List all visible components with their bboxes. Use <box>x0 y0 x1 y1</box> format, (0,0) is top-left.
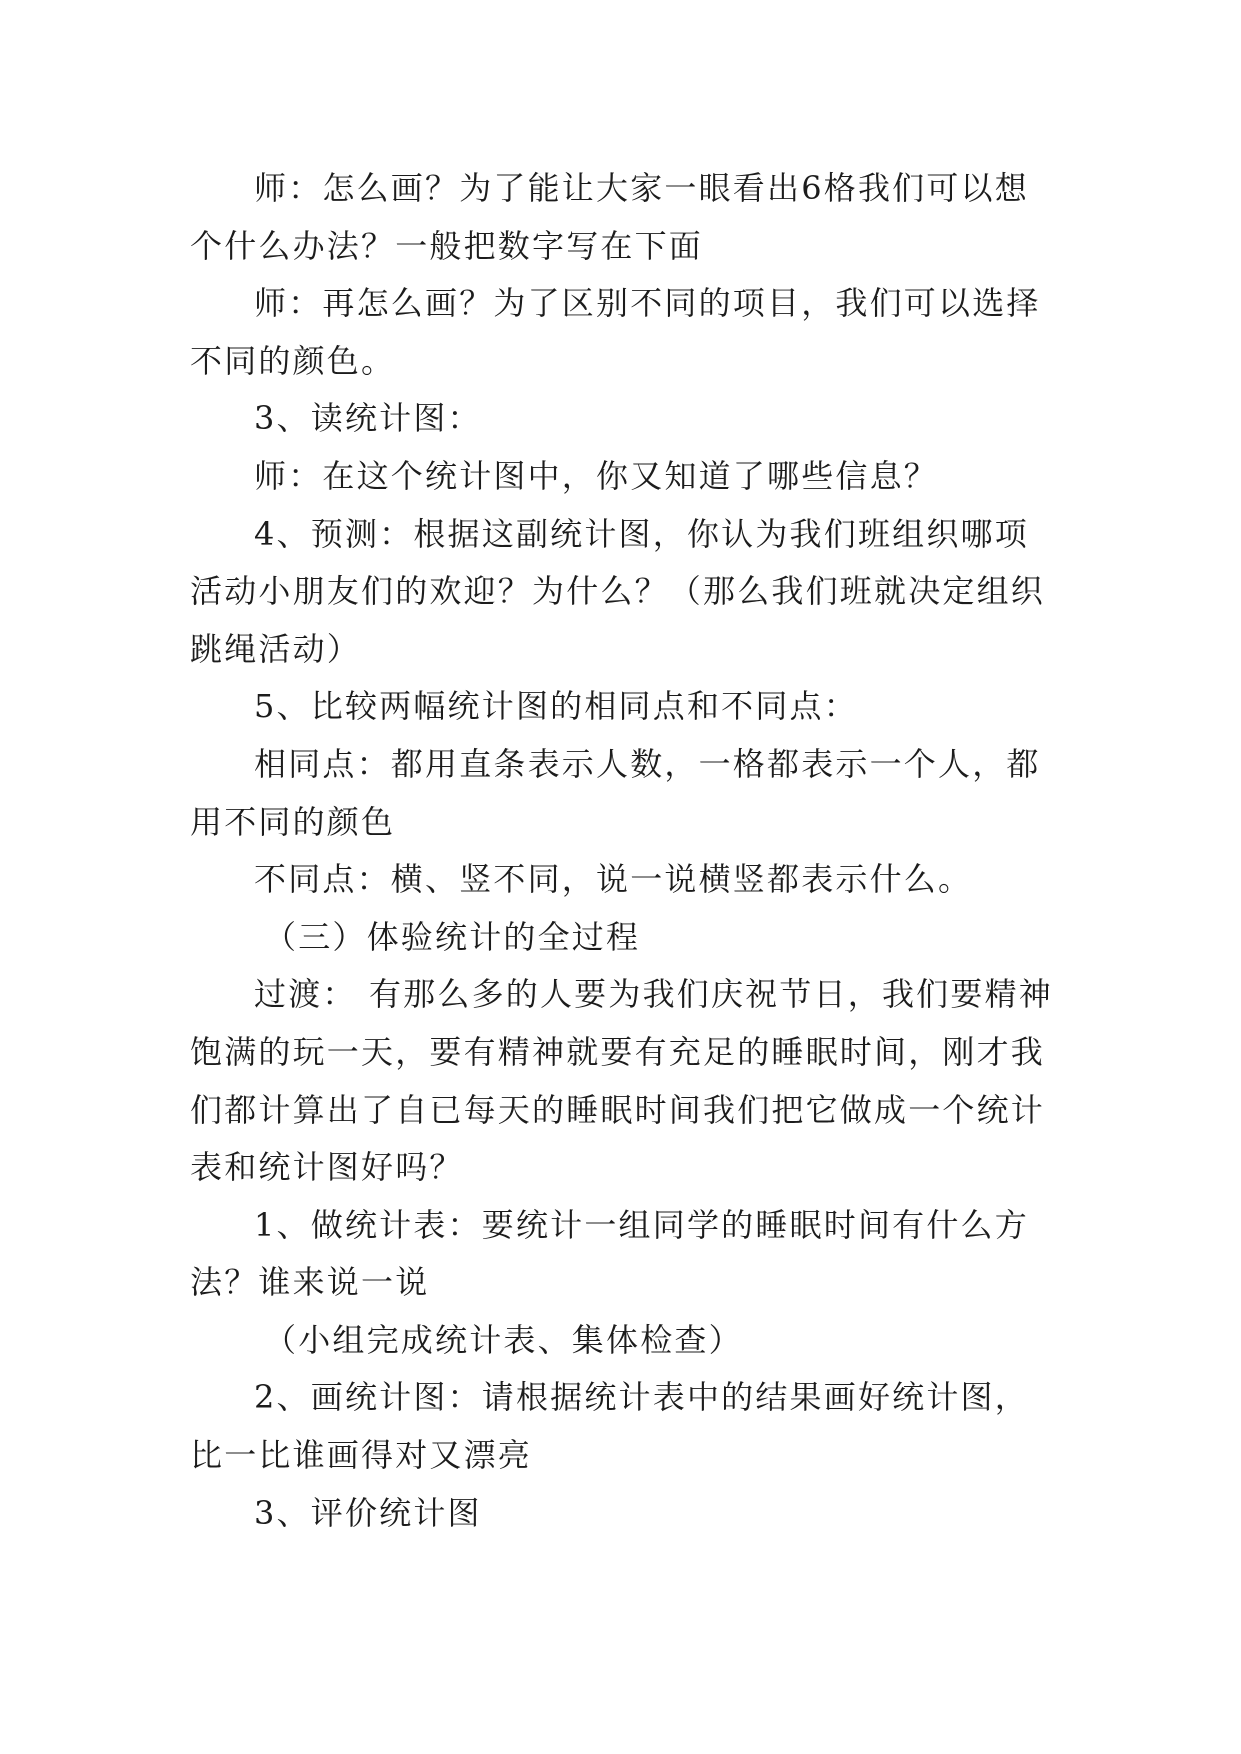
paragraph-differences: 不同点：横、竖不同，说一说横竖都表示什么。 <box>254 860 973 899</box>
paragraph-teacher-info: 师：在这个统计图中，你又知道了哪些信息？ <box>254 456 939 495</box>
paragraph-teacher-colors: 师：再怎么画？为了区别不同的项目，我们可以选择不同的颜色。 <box>190 284 1041 380</box>
paragraph-similarities: 相同点：都用直条表示人数，一格都表示一个人，都用不同的颜色 <box>190 744 1041 841</box>
paragraph-group-task: （小组完成统计表、集体检查） <box>264 1320 743 1359</box>
paragraph-teacher-how-to-draw: 师：怎么画？为了能让大家一眼看出6格我们可以想个什么办法？一般把数字写在下面 <box>190 169 1029 265</box>
paragraph-step-read-chart: 3、读统计图： <box>254 399 482 438</box>
paragraph-step-make-table: 1、做统计表：要统计一组同学的睡眠时间有什么方法？谁来说一说 <box>190 1205 1029 1302</box>
section-heading-statistics-process: （三）体验统计的全过程 <box>264 917 641 956</box>
paragraph-step-compare: 5、比较两幅统计图的相同点和不同点： <box>254 687 858 726</box>
paragraph-step-predict: 4、预测：根据这副统计图，你认为我们班组织哪项活动小朋友们的欢迎？为什么？（那么我们班就决定组织跳绳活动） <box>190 514 1046 668</box>
paragraph-step-evaluate: 3、评价统计图 <box>254 1493 482 1532</box>
paragraph-step-draw-chart: 2、画统计图：请根据统计表中的结果画好统计图，比一比谁画得对又漂亮 <box>190 1378 1029 1475</box>
document-body <box>190 160 1060 1542</box>
paragraph-transition: 过渡： 有那么多的人要为我们庆祝节日，我们要精神饱满的玩一天，要有精神就要有充足的睡眠时间，刚才我们都计算出了自已每天的睡眠时间我们把它做成一个统计表和统计图好吗？ <box>190 975 1053 1187</box>
